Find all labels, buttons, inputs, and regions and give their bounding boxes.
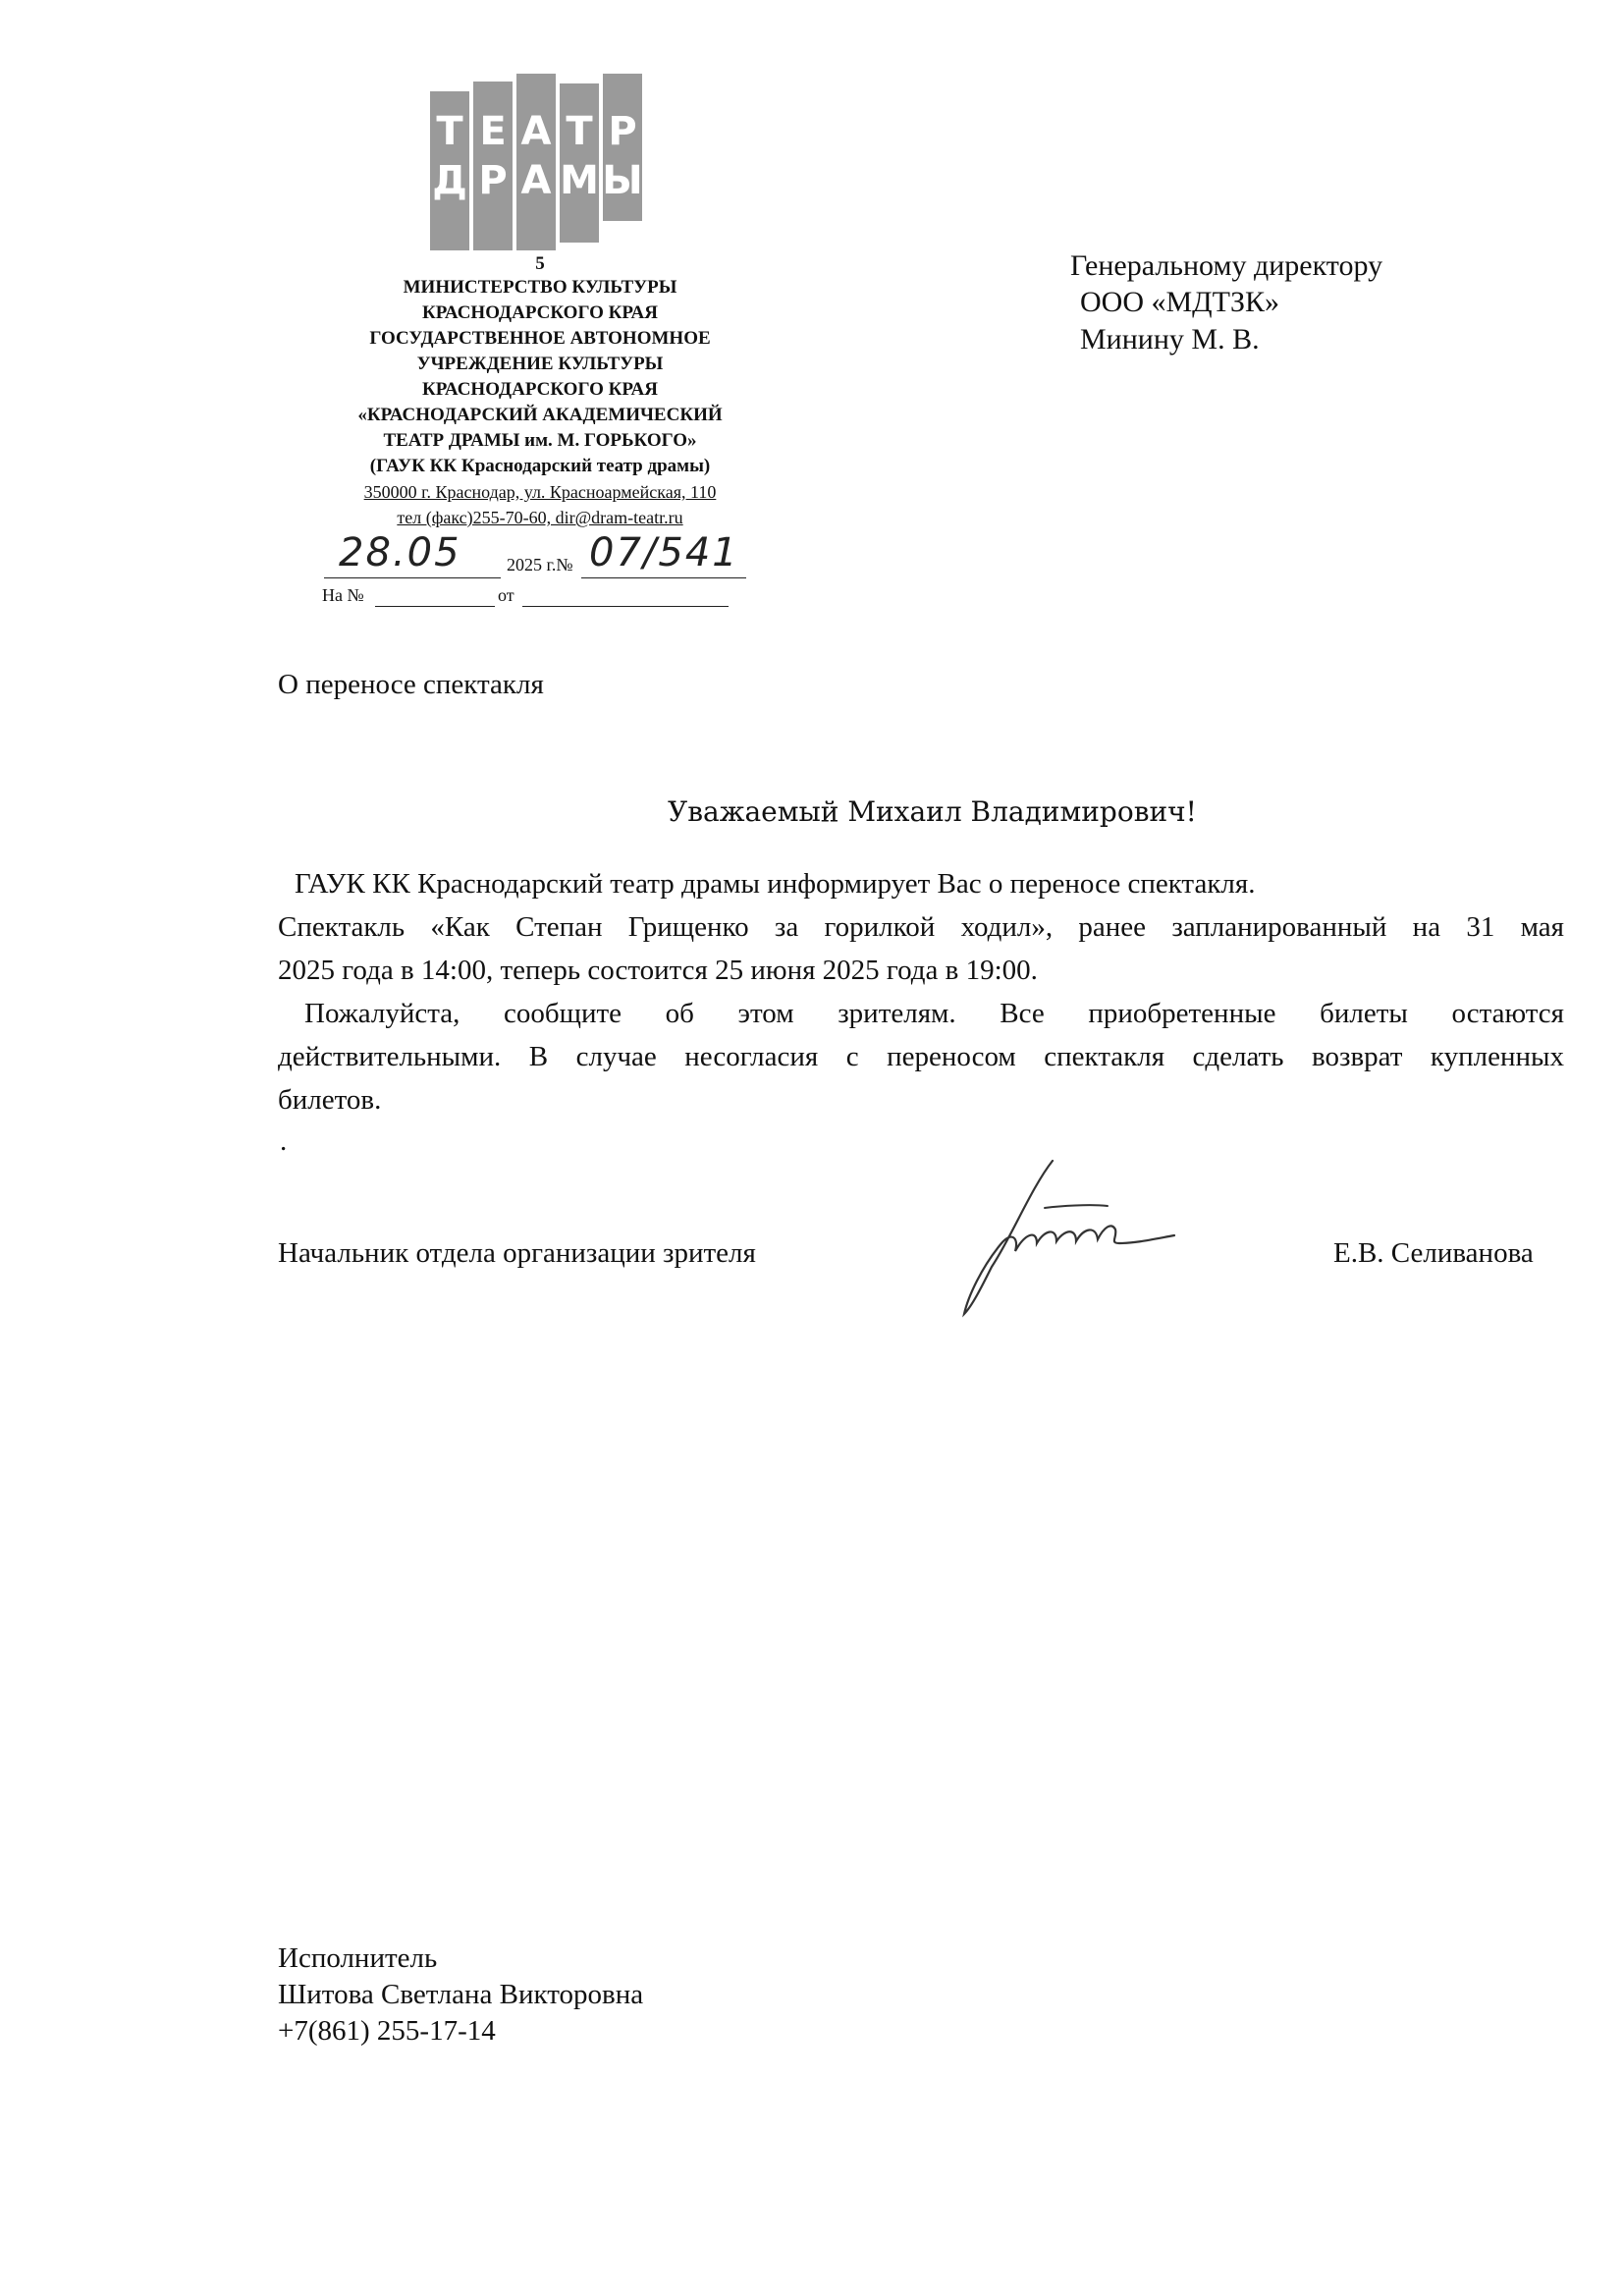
theatre-logo [430, 74, 646, 250]
letterhead-page-number: 5 [535, 253, 545, 274]
logo-letter: Т [436, 109, 463, 154]
body-paragraph-3-line: билетов. [278, 1084, 382, 1116]
signatory-name: Е.В. Селиванова [1333, 1237, 1534, 1269]
body-paragraph-1: ГАУК КК Краснодарский театр драмы информирует Вас о переносе спектакля. [295, 868, 1256, 900]
letterhead-line: МИНИСТЕРСТВО КУЛЬТУРЫ [403, 277, 677, 298]
logo-letter: А [520, 158, 552, 203]
letterhead-line: УЧРЕЖДЕНИЕ КУЛЬТУРЫ [416, 354, 664, 374]
letterhead-line: ГОСУДАРСТВЕННОЕ АВТОНОМНОЕ [369, 328, 711, 349]
letterhead-line: «КРАСНОДАРСКИЙ АКАДЕМИЧЕСКИЙ [357, 405, 723, 425]
logo-letter: Е [479, 109, 507, 154]
body-paragraph-3-line: действительными. В случае несогласия с переносом спектакля сделать возврат купленных [278, 1041, 1564, 1072]
letterhead-address: 350000 г. Краснодар, ул. Красноармейская, 110 [363, 482, 717, 502]
body-paragraph-2-line: 2025 года в 14:00, теперь состоится 25 июня 2025 года в 19:00. [278, 955, 1038, 986]
letter-subject: О переносе спектакля [278, 669, 544, 700]
letterhead-line: ТЕАТР ДРАМЫ им. М. ГОРЬКОГО» [383, 430, 697, 451]
executor-label: Исполнитель [278, 1942, 438, 1974]
registration-year-label: 2025 г.№ [507, 555, 573, 574]
salutation: Уважаемый Михаил Владимирович! [668, 795, 1197, 828]
letterhead-line: (ГАУК КК Краснодарский театр драмы) [369, 456, 711, 476]
executor-name: Шитова Светлана Викторовна [278, 1979, 644, 2010]
signatory-position: Начальник отдела организации зрителя [278, 1237, 756, 1269]
body-paragraph-2-line: Спектакль «Как Степан Грищенко за горилкой ходил», ранее запланированный на 31 мая [278, 911, 1564, 943]
executor-phone: +7(861) 255-17-14 [278, 2015, 496, 2047]
addressee-company: ООО «МДТЗК» [1080, 286, 1279, 318]
handwritten-signature [943, 1149, 1198, 1326]
addressee-name: Минину М. В. [1080, 323, 1260, 355]
reference-number-label: На № [322, 585, 364, 605]
reference-from-label: от [498, 585, 514, 605]
registration-date: 28.05 [339, 530, 461, 575]
letterhead-contacts: тел (факс)255-70-60, dir@dram-teatr.ru [397, 508, 683, 527]
letterhead-line: КРАСНОДАРСКОГО КРАЯ [421, 379, 659, 400]
logo-letter: Т [566, 109, 593, 154]
logo-letter: М [560, 158, 599, 203]
logo-letter: Р [478, 158, 508, 203]
logo-letter: А [520, 109, 552, 154]
body-paragraph-3-line: Пожалуйста, сообщите об этом зрителям. Все приобретенные билеты остаются [304, 998, 1564, 1029]
stray-dot: . [280, 1125, 288, 1157]
logo-letter: Ы [602, 158, 643, 203]
logo-letter: Д [432, 158, 467, 203]
logo-letter: Р [608, 109, 637, 154]
registration-number: 07/541 [589, 530, 739, 575]
letterhead-line: КРАСНОДАРСКОГО КРАЯ [421, 302, 659, 323]
addressee-position: Генеральному директору [1070, 249, 1383, 282]
